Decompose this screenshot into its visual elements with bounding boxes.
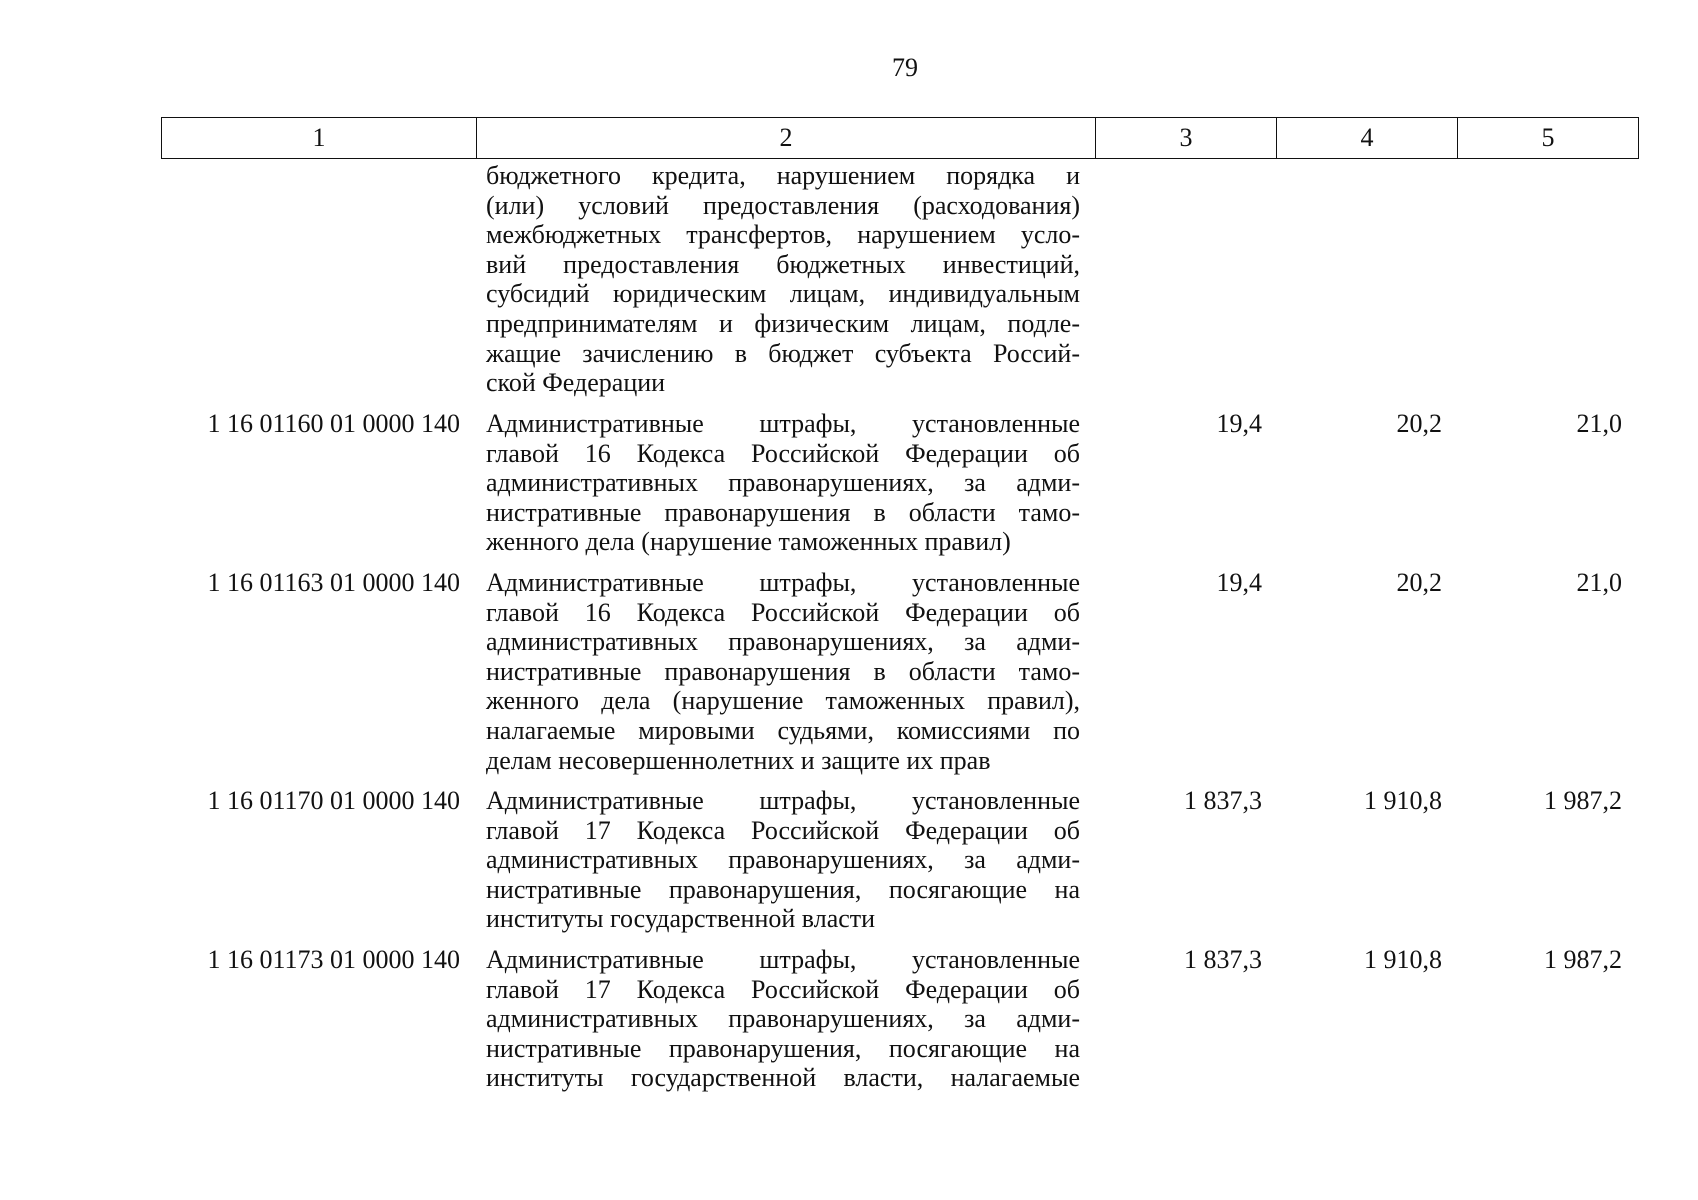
page-number: 79 xyxy=(892,53,918,82)
description-line: институты государственной власти xyxy=(486,904,876,934)
description-line: главой 16 Кодекса Российской Федерации об xyxy=(486,597,1080,627)
description-line: нистративные правонарушения в области тамо- xyxy=(486,656,1080,686)
code-cell: 1 16 01160 01 0000 140 xyxy=(207,409,460,438)
header-col-3: 3 xyxy=(1096,118,1277,159)
description-line: Административные штрафы, установленные xyxy=(486,786,1080,815)
description-line: административных правонарушениях, за адми- xyxy=(486,468,1080,498)
table-header xyxy=(161,117,1639,159)
description-line: Административные штрафы, установленные xyxy=(486,409,1080,438)
description-line: налагаемые мировыми судьями, комиссиями по xyxy=(486,715,1080,745)
description-line: главой 17 Кодекса Российской Федерации об xyxy=(486,974,1080,1004)
value-col-3: 19,4 xyxy=(1216,568,1262,597)
description-line: нистративные правонарушения, посягающие на xyxy=(486,874,1080,904)
description-cell xyxy=(486,161,1080,398)
description-line: административных правонарушениях, за адми- xyxy=(486,627,1080,657)
description-line: субсидий юридическим лицам, индивидуальным xyxy=(486,279,1080,309)
code-cell: 1 16 01170 01 0000 140 xyxy=(207,786,460,815)
description-line: межбюджетных трансфертов, нарушением усло- xyxy=(486,220,1080,250)
description-cell xyxy=(486,568,1080,775)
value-col-5: 1 987,2 xyxy=(1544,945,1622,974)
description-line: административных правонарушениях, за адми- xyxy=(486,1004,1080,1034)
value-col-5: 1 987,2 xyxy=(1544,786,1622,815)
description-line: вий предоставления бюджетных инвестиций, xyxy=(486,249,1080,279)
description-line: предпринимателям и физическим лицам, подле- xyxy=(486,308,1080,338)
value-col-4: 1 910,8 xyxy=(1364,945,1442,974)
description-line: нистративные правонарушения в области тамо- xyxy=(486,497,1080,527)
code-cell: 1 16 01173 01 0000 140 xyxy=(207,945,460,974)
description-line: (или) условий предоставления (расходования) xyxy=(486,190,1080,220)
description-line: главой 17 Кодекса Российской Федерации об xyxy=(486,815,1080,845)
description-line: институты государственной власти, налагаемые xyxy=(486,1063,1080,1093)
description-line: ской Федерации xyxy=(486,368,666,398)
description-line: жащие зачислению в бюджет субъекта Россий- xyxy=(486,338,1080,368)
description-line: административных правонарушениях, за адми- xyxy=(486,845,1080,875)
code-cell: 1 16 01163 01 0000 140 xyxy=(207,568,460,597)
value-col-4: 20,2 xyxy=(1396,409,1442,438)
value-col-3: 1 837,3 xyxy=(1184,786,1262,815)
value-col-5: 21,0 xyxy=(1576,409,1622,438)
value-col-3: 19,4 xyxy=(1216,409,1262,438)
description-cell xyxy=(486,786,1080,934)
header-col-5: 5 xyxy=(1458,118,1639,159)
header-col-1: 1 xyxy=(162,118,477,159)
description-line: главой 16 Кодекса Российской Федерации об xyxy=(486,438,1080,468)
value-col-4: 20,2 xyxy=(1396,568,1442,597)
description-line: бюджетного кредита, нарушением порядка и xyxy=(486,161,1080,190)
value-col-3: 1 837,3 xyxy=(1184,945,1262,974)
header-col-2: 2 xyxy=(477,118,1096,159)
description-cell xyxy=(486,409,1080,557)
description-line: делам несовершеннолетних и защите их прав xyxy=(486,745,991,775)
description-line: нистративные правонарушения, посягающие на xyxy=(486,1033,1080,1063)
description-cell xyxy=(486,945,1080,1093)
description-line: женного дела (нарушение таможенных правил) xyxy=(486,527,1011,557)
description-line: Административные штрафы, установленные xyxy=(486,945,1080,974)
value-col-4: 1 910,8 xyxy=(1364,786,1442,815)
description-line: женного дела (нарушение таможенных правил), xyxy=(486,686,1080,716)
header-col-4: 4 xyxy=(1277,118,1458,159)
value-col-5: 21,0 xyxy=(1576,568,1622,597)
description-line: Административные штрафы, установленные xyxy=(486,568,1080,597)
